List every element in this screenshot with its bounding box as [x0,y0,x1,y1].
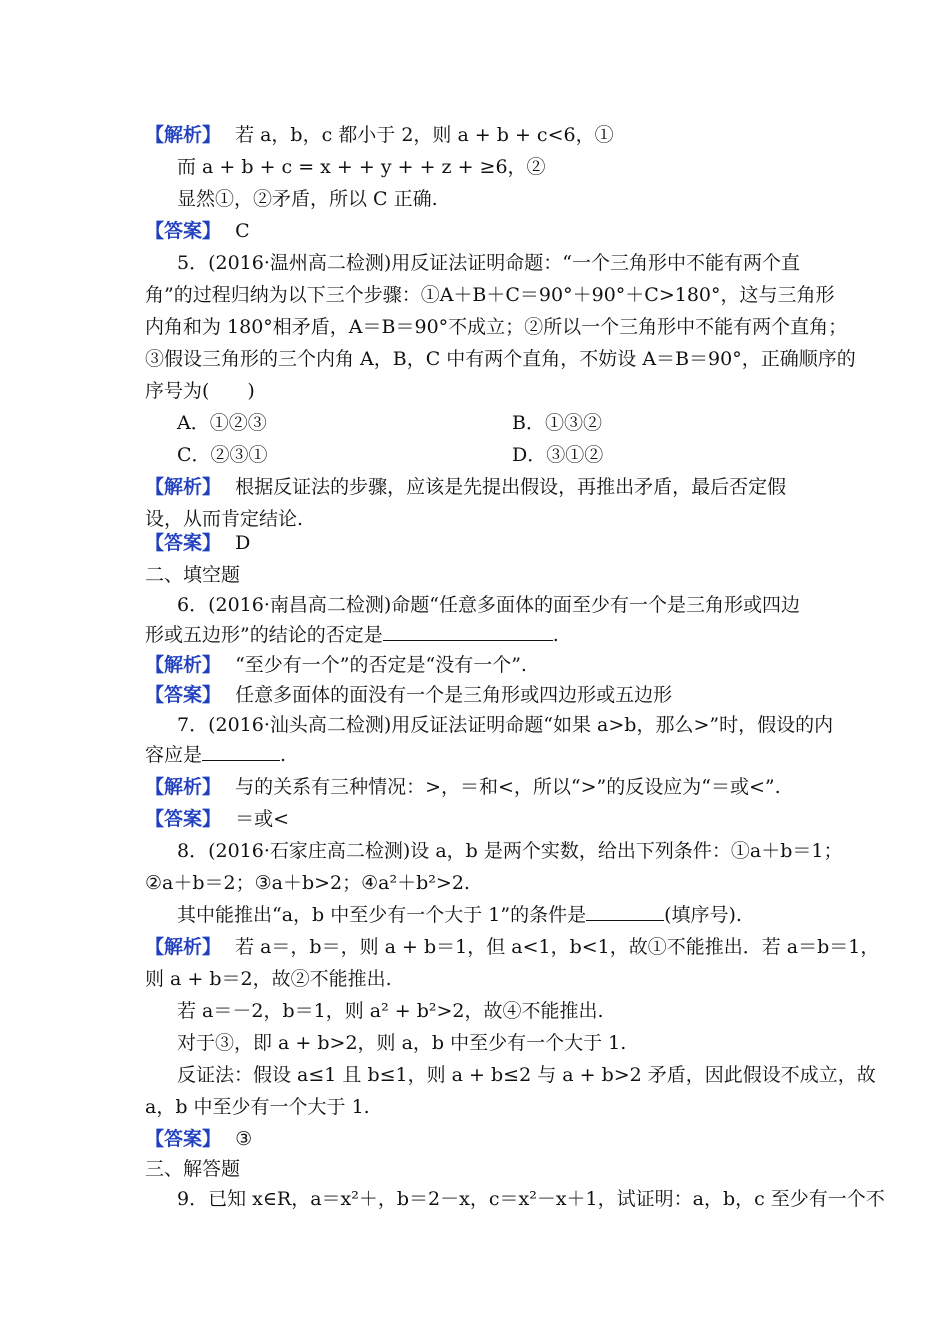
question-8-line-2: ②a＋b＝2；③a＋b>2；④a²＋b²>2. [145,872,470,894]
solution-5-line-2: 设，从而肯定结论. [145,508,304,530]
question-7-line-1: 7．(2016·汕头高二检测)用反证法证明命题“如果 a>b，那么>”时，假设的内 [177,714,834,736]
question-6-line-2 [145,622,810,648]
analysis-label: 【解析】 [145,476,222,498]
answer-7 [145,806,810,832]
text: ③ [235,1128,253,1150]
question-6-line-1: 6．(2016·南昌高二检测)命题“任意多面体的面至少有一个是三角形或四边 [177,594,801,616]
question-8-line-3 [177,902,810,928]
question-5-line-4: ③假设三角形的三个内角 A，B，C 中有两个直角，不妨设 A＝B＝90°，正确顺序的 [145,348,856,370]
analysis-label: 【解析】 [145,654,222,676]
text: 根据反证法的步骤，应该是先提出假设，再推出矛盾，最后否定假 [235,476,787,498]
solution-4-line-2: 而 a + b + c = x + + y + + z + ≥6，② [177,156,546,178]
text-end: . [552,624,559,646]
solution-4-line-3: 显然①，②矛盾，所以 C 正确. [177,188,438,210]
question-5-line-5: 序号为( ) [145,380,255,402]
option-a: A．①②③ [177,412,267,434]
answer-5 [145,530,810,556]
solution-4-line-1 [145,122,810,148]
text: 若 a＝，b＝，则 a + b＝1，但 a<1，b<1，故①不能推出．若 a＝b＝1， [235,936,880,958]
solution-7 [145,774,810,800]
text: 任意多面体的面没有一个是三角形或四边形或五边形 [235,684,673,706]
solution-8-line-5: 反证法：假设 a≤1 且 b≤1，则 a + b≤2 与 a + b>2 矛盾，因此假设不成立，故 [177,1064,876,1086]
solution-5-line-1 [145,474,810,500]
solution-8-line-3: 若 a＝－2，b＝1，则 a² + b²>2，故④不能推出. [177,1000,604,1022]
text: 与的关系有三种情况：>，＝和<，所以“>”的反设应为“＝或<”. [235,776,781,798]
question-5-options-cd [177,442,810,468]
question-5-line-1: 5．(2016·温州高二检测)用反证法证明命题：“一个三角形中不能有两个直 [177,252,801,274]
option-b: B．①③② [512,412,602,434]
answer-label: 【答案】 [145,220,222,242]
text: 其中能推出“a，b 中至少有一个大于 1”的条件是 [177,904,587,926]
option-d: D．③①② [512,444,604,466]
answer-6 [145,682,810,708]
solution-8-line-2: 则 a + b＝2，故②不能推出. [145,968,392,990]
solution-8-line-4: 对于③，即 a + b>2，则 a，b 中至少有一个大于 1. [177,1032,627,1054]
question-5-line-2: 角”的过程归纳为以下三个步骤：①A＋B＋C＝90°＋90°＋C>180°，这与三角形 [145,284,835,306]
answer-blank [586,902,664,921]
section-fill-in-heading: 二、填空题 [145,564,241,586]
answer-label: 【答案】 [145,532,222,554]
text: “至少有一个”的否定是“没有一个”. [235,654,527,676]
text: C [235,220,250,242]
text: 容应是 [145,744,203,766]
text: ＝或< [235,808,289,830]
solution-6 [145,652,810,678]
text-end: . [280,744,287,766]
answer-blank [383,622,553,641]
question-5-options-ab [177,410,810,436]
answer-label: 【答案】 [145,808,222,830]
answer-4 [145,218,810,244]
text: 若 a，b，c 都小于 2，则 a + b + c<6，① [235,124,614,146]
analysis-label: 【解析】 [145,936,222,958]
section-answer-heading: 三、解答题 [145,1158,241,1180]
answer-label: 【答案】 [145,684,222,706]
solution-8-line-6: a，b 中至少有一个大于 1. [145,1096,370,1118]
question-9-line-1: 9．已知 x∈R，a＝x²＋，b＝2－x，c＝x²－x＋1，试证明：a，b，c 至少有一个不 [177,1188,885,1210]
answer-8 [145,1126,810,1152]
question-7-line-2 [145,742,810,768]
answer-label: 【答案】 [145,1128,222,1150]
question-5-line-3: 内角和为 180°相矛盾，A＝B＝90°不成立；②所以一个三角形中不能有两个直角； [145,316,848,338]
analysis-label: 【解析】 [145,776,222,798]
text: 形或五边形”的结论的否定是 [145,624,383,646]
analysis-label: 【解析】 [145,124,222,146]
question-8-line-1: 8．(2016·石家庄高二检测)设 a，b 是两个实数，给出下列条件：①a＋b＝1； [177,840,843,862]
option-c: C．②③① [177,444,268,466]
text: D [235,532,251,554]
solution-8-line-1 [145,934,880,960]
text-end: (填序号). [664,904,742,926]
answer-blank [202,742,280,761]
